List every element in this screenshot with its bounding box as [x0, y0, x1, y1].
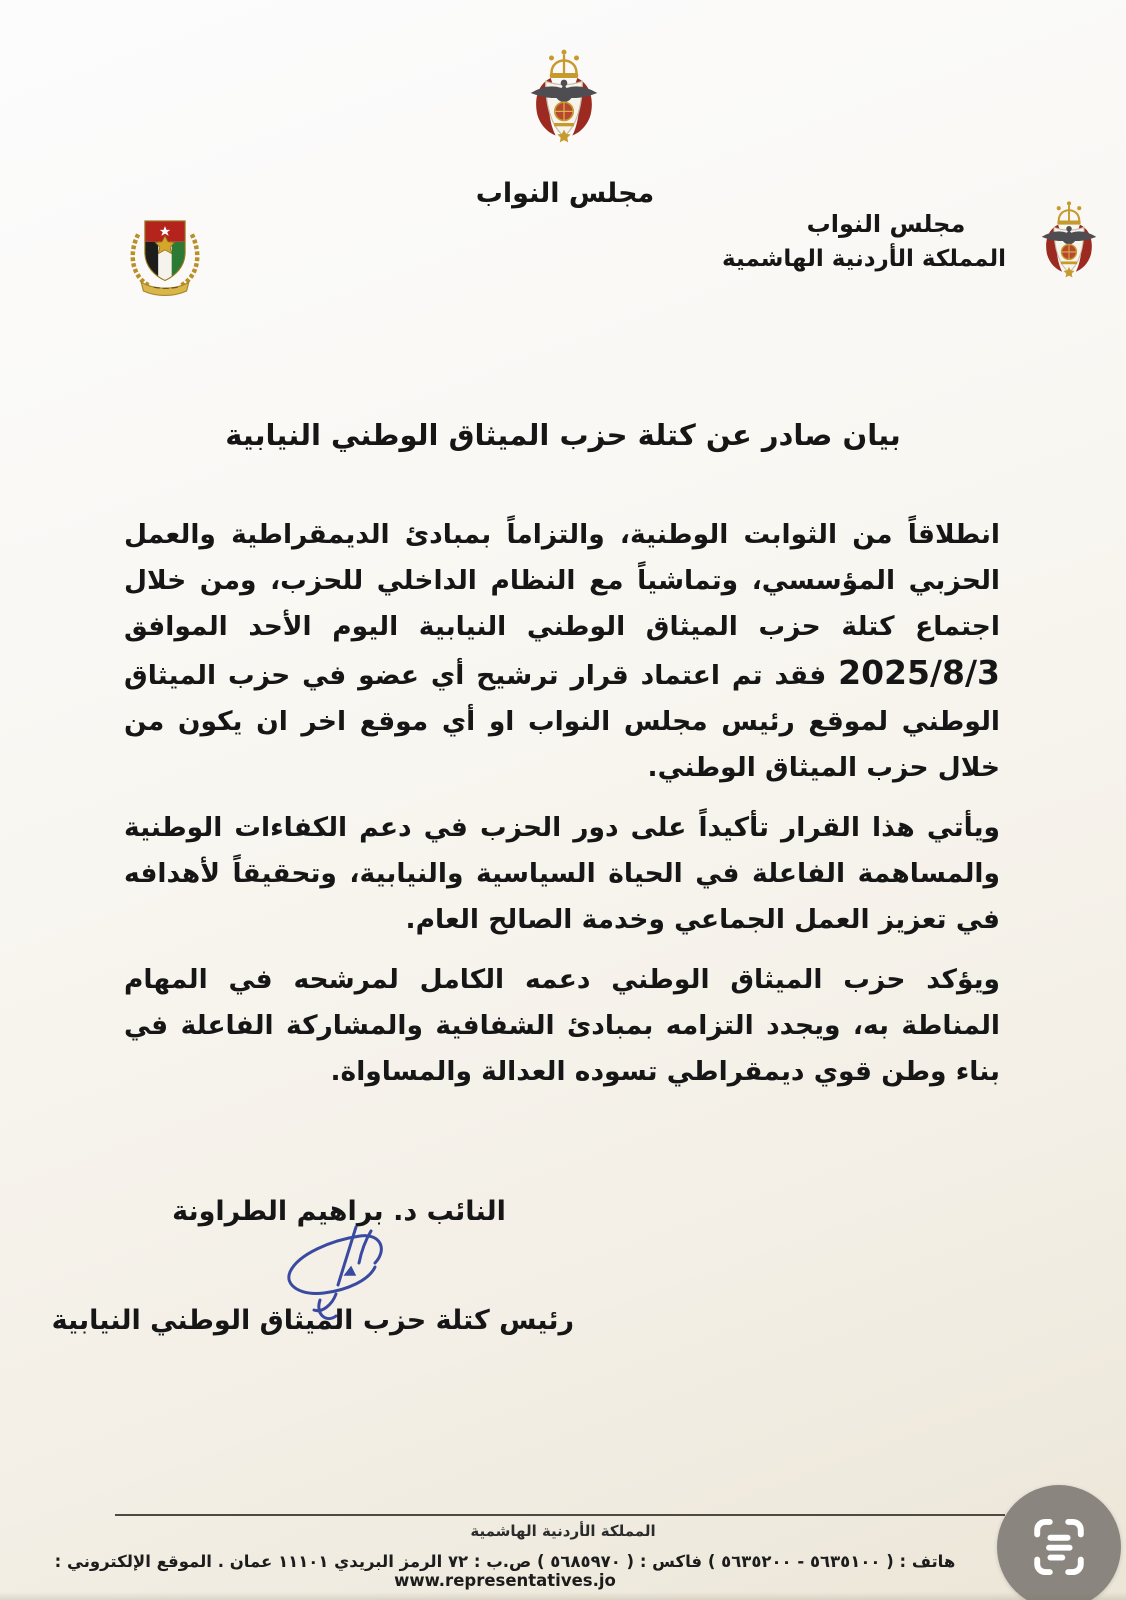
statement-body	[124, 512, 1000, 1109]
signatory-name: النائب د. براهيم الطراونة	[172, 1196, 506, 1227]
house-of-representatives-calligraphy: مجلس النواب	[475, 178, 655, 209]
royal-coat-of-arms-icon	[514, 48, 614, 166]
paragraph-2: ويأتي هذا القرار تأكيداً على دور الحزب في دعم الكفاءات الوطنية والمساهمة الفاعلة في الحياة السياسية والنيابية، وتحقيقاً لأهدافه في تعزيز العمل الجماعي وخدمة الصالح العام.	[124, 812, 1000, 935]
kingdom-name-label: المملكة الأردنية الهاشمية	[722, 246, 1006, 272]
royal-crest-large-icon	[514, 48, 614, 165]
scan-text-icon	[1026, 1514, 1092, 1580]
signature-block	[51, 1196, 574, 1336]
national-charter-party-emblem-icon	[124, 206, 206, 310]
paragraph-1	[124, 512, 1000, 791]
statement-title: بيان صادر عن كتلة حزب الميثاق الوطني النيابية	[225, 418, 901, 452]
royal-coat-of-arms-small-icon	[1028, 200, 1110, 310]
house-of-representatives-label: مجلس النواب	[806, 210, 966, 238]
paragraph-1-rest: فقد تم اعتماد قرار ترشيح أي عضو في حزب الميثاق الوطني لموقع رئيس مجلس النواب او أي موقع اخر ان يكون من خلال حزب الميثاق الوطني.	[124, 660, 1000, 783]
footer-kingdom-calligraphy: المملكة الأردنية الهاشمية	[470, 1522, 656, 1540]
paragraph-3: ويؤكد حزب الميثاق الوطني دعمه الكامل لمرشحه في المهام المناطة به، ويجدد التزامه بمبادئ الشفافية والمشاركة الفاعلة في بناء وطن قوي ديمقراطي تسوده العدالة والمساواة.	[124, 964, 1000, 1087]
letterhead-right-text	[722, 210, 1006, 272]
meeting-date: 2025/8/3	[838, 653, 1000, 692]
party-shield-wreath-icon	[124, 206, 206, 298]
royal-crest-small-icon	[1028, 200, 1110, 296]
signatory-title: رئيس كتلة حزب الميثاق الوطني النيابية	[51, 1305, 574, 1336]
footer-divider	[115, 1514, 1005, 1516]
scan-button[interactable]	[997, 1485, 1121, 1600]
footer-contact-line: هاتف : ( ٥٦٣٥١٠٠ - ٥٦٣٥٢٠٠ ) فاكس : ( ٥٦٨٥٩٧٠ ) ص.ب : ٧٢ الرمز البريدي ١١١٠١ عمان . الموقع الإلكتروني : www.representatives.jo	[54, 1552, 956, 1590]
paragraph-1-lead: انطلاقاً من الثوابت الوطنية، والتزاماً بمبادئ الديمقراطية والعمل الحزبي المؤسسي، وتماشياً مع النظام الداخلي للحزب، ومن خلال اجتماع كتلة حزب الميثاق الوطني النيابية اليوم الأحد الموافق	[124, 519, 1000, 642]
